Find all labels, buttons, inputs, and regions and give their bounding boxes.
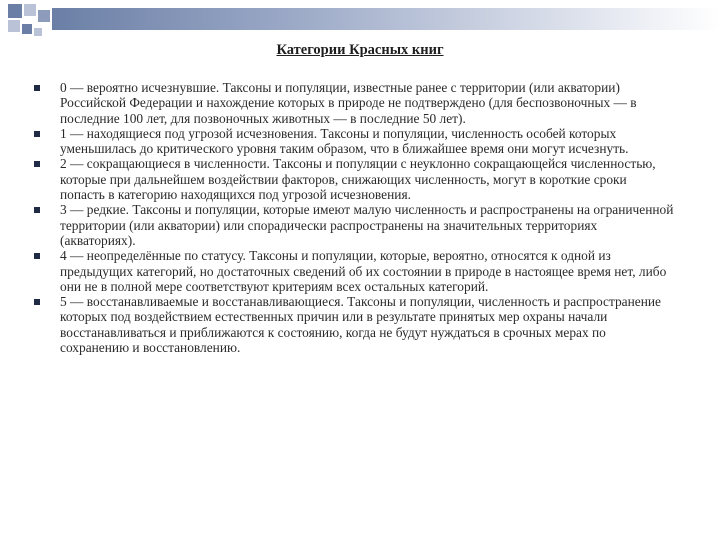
list-item: [34, 294, 674, 355]
bullet-list: [34, 80, 674, 355]
square-bullet-icon: [34, 253, 40, 259]
square-bullet-icon: [34, 207, 40, 213]
decor-square-6: [34, 28, 42, 36]
decor-square-4: [8, 20, 20, 32]
list-item: [34, 248, 674, 294]
square-bullet-icon: [34, 131, 40, 137]
bullet-text: 3 — редкие. Таксоны и популяции, которые имеют малую численность и распространены на ограниченной территории (или акватории) или спорадически распространены на значительных территориях (акваториях).: [60, 202, 674, 248]
decor-square-3: [38, 10, 50, 22]
slide-title: Категории Красных книг: [276, 42, 444, 58]
bullet-text: 2 — сокращающиеся в численности. Таксоны и популяции с неуклонно сокращающейся численностью, которые при дальнейшем воздействии факторов, снижающих численность, могут в короткие сроки попасть в категорию находящихся под угрозой исчезновения.: [60, 156, 656, 203]
bullet-text: 4 — неопределённые по статусу. Таксоны и популяции, которые, вероятно, относятся к одной из предыдущих категорий, но достаточных сведений об их состоянии в природе в настоящее время нет, либо они не в полной мере соответствуют критериям всех остальных категорий.: [60, 248, 667, 294]
list-item: [34, 202, 674, 248]
bullet-text: 5 — восстанавливаемые и восстанавливающиеся. Таксоны и популяции, численность и распространение которых под воздействием естественных причин или в результате принятых мер охраны начали восстанавливаться и приближаются к состоянию, когда не будут нуждаться в срочных мерах по сохранению и восстановлению.: [60, 294, 661, 356]
decor-square-5: [22, 24, 32, 34]
list-item: [34, 126, 674, 157]
header-gradient-band: [52, 8, 720, 30]
square-bullet-icon: [34, 299, 40, 305]
square-bullet-icon: [34, 85, 40, 91]
bullet-text: 1 — находящиеся под угрозой исчезновения. Таксоны и популяции, численность особей которых уменьшилась до критического уровня таким образом, что в ближайшее время они могут исчезнуть.: [60, 125, 629, 157]
square-bullet-icon: [34, 161, 40, 167]
decor-square-2: [24, 4, 36, 16]
list-item: [34, 80, 674, 126]
decor-square-1: [8, 4, 22, 18]
list-item: [34, 156, 674, 202]
bullet-text: 0 — вероятно исчезнувшие. Таксоны и популяции, известные ранее с территории (или акватории) Российской Федерации и нахождение которых в природе не подтверждено (для беспозвоночных — в последние 100 лет, для позвоночных животных — в последние 50 лет).: [60, 80, 637, 126]
